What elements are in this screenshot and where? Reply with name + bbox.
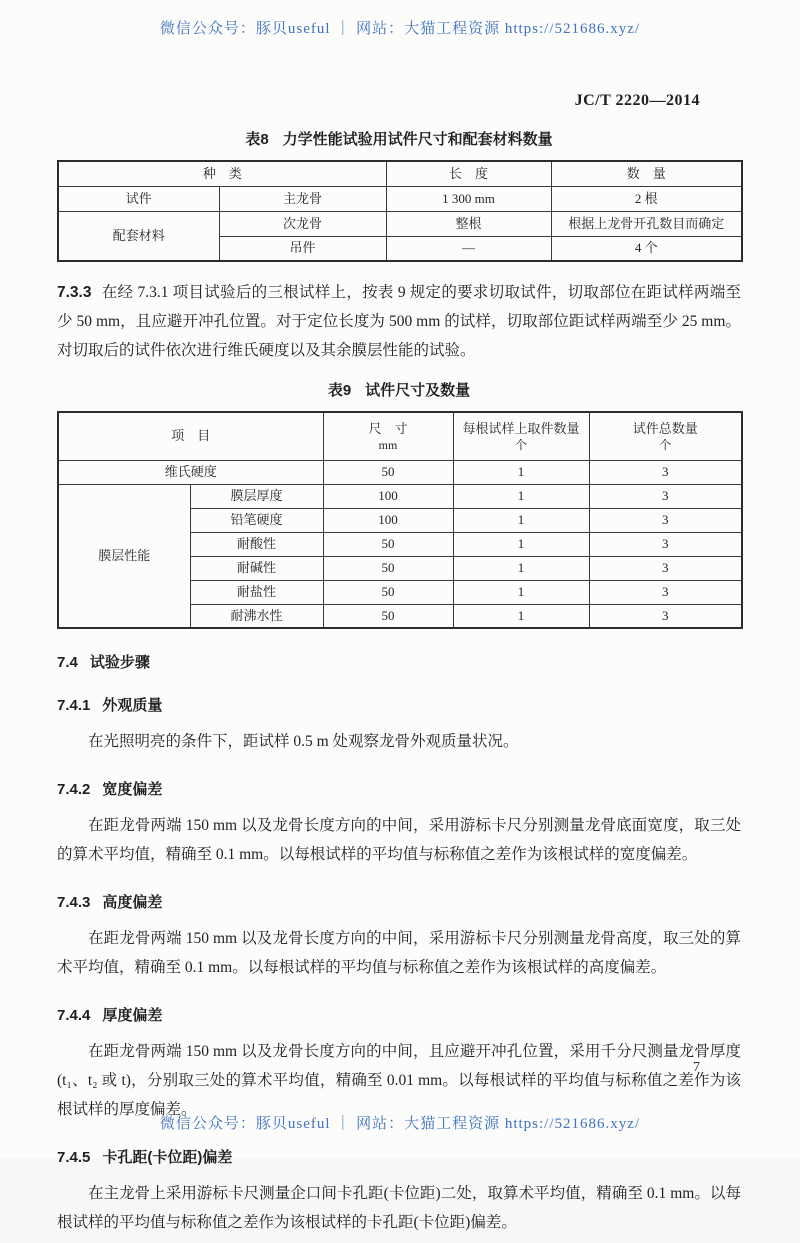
section-title: 宽度偏差 [102,781,163,798]
table9-header-size-unit: mm [378,437,398,452]
table9-cell-per-sample: 1 [453,556,589,580]
section-heading-7-4-5 [57,1146,741,1167]
section-heading-7-4-3 [57,891,741,912]
table9-cell-item: 维氏硬度 [58,460,323,484]
table-row [58,460,742,484]
table9-cell-item: 耐沸水性 [190,604,323,628]
clause-7-3-3 [57,278,741,365]
table9-cell-total: 3 [589,580,742,604]
table9-cell-size: 50 [323,604,453,628]
table9-header-per-sample [453,412,589,460]
standard-number: JC/T 2220—2014 [574,92,700,109]
section-title: 厚度偏差 [102,1007,163,1024]
table9-cell-per-sample: 1 [453,580,589,604]
table8-cell-group: 配套材料 [58,211,219,261]
section-number: 7.4.1 [57,697,91,714]
table9-cell-total: 3 [589,556,742,580]
footer-watermark: 微信公众号：豚贝useful ｜ 网站：大猫工程资源 https://521686.xyz/ [159,1116,641,1132]
section-title: 外观质量 [102,697,163,714]
table9-caption-title: 试件尺寸及数量 [365,382,471,399]
table8-caption [57,128,741,149]
section-title: 试验步骤 [89,654,150,671]
table9-caption-number: 表9 [327,382,352,399]
table9-cell-total: 3 [589,604,742,628]
table9-cell-total: 3 [589,532,742,556]
table9-cell-item: 耐酸性 [190,532,323,556]
table9-cell-item: 耐碱性 [190,556,323,580]
page-number: 7 [693,1060,700,1075]
section-title: 高度偏差 [102,894,163,911]
section-body-7-4-3: 在距龙骨两端 150 mm 以及龙骨长度方向的中间，采用游标卡尺分别测量龙骨高度，取三处的算术平均值，精确至 0.1 mm。以每根试样的平均值与标称值之差作为该根试样的高度偏差。 [57,930,741,976]
section-body-7-4-1: 在光照明亮的条件下，距试样 0.5 m 处观察龙骨外观质量状况。 [88,733,519,750]
table9-cell-item: 耐盐性 [190,580,323,604]
table9-cell-total: 3 [589,460,742,484]
table9-cell-group: 膜层性能 [58,484,190,628]
table9-cell-size: 50 [323,532,453,556]
table8-cell-quantity: 根据上龙骨开孔数目而确定 [551,211,742,236]
table8-cell-item: 吊件 [219,236,386,261]
table8-cell-length: 1 300 mm [386,186,551,211]
table-row [58,484,742,508]
table-row [58,186,742,211]
table9-cell-size: 50 [323,580,453,604]
section-number: 7.4.3 [57,894,91,911]
table8-caption-title: 力学性能试验用试件尺寸和配套材料数量 [282,131,553,148]
table9-header-row [58,412,742,460]
page-content [57,128,741,1243]
table8-cell-item: 次龙骨 [219,211,386,236]
section-number: 7.4.2 [57,781,91,798]
table-row [58,211,742,236]
clause-text: 在经 7.3.1 项目试验后的三根试样上，按表 9 规定的要求切取试件，切取部位在距试样两端至少 50 mm，且应避开冲孔位置。对于定位长度为 500 mm 的试样，切取部位距试样两端至少 25 mm。对切取后的试件依次进行维氏硬度以及其余膜层性能的试验。 [57,284,741,359]
table8-cell-length: 整根 [386,211,551,236]
section-heading-7-4 [57,651,741,672]
table9-cell-per-sample: 1 [453,484,589,508]
table9-cell-total: 3 [589,508,742,532]
table9-cell-per-sample: 1 [453,508,589,532]
clause-number: 7.3.3 [57,284,92,301]
table8-cell-group: 试件 [58,186,219,211]
section-body-7-4-5: 在主龙骨上采用游标卡尺测量企口间卡孔距(卡位距)二处，取算术平均值，精确至 0.1 mm。以每根试样的平均值与标称值之差作为该根试样的卡孔距(卡位距)偏差。 [57,1185,741,1231]
table8-cell-quantity: 4 个 [551,236,742,261]
table9-cell-item: 铅笔硬度 [190,508,323,532]
section-number: 7.4 [57,654,78,671]
table8-cell-quantity: 2 根 [551,186,742,211]
table9-cell-size: 100 [323,484,453,508]
table9-header-size-label: 尺 寸 [368,421,408,437]
table9-header-per-sample-label: 每根试样上取件数量 [462,421,580,437]
table9-cell-size: 100 [323,508,453,532]
table9-header-total-unit: 个 [659,437,672,452]
table9-header-total-label: 试件总数量 [632,421,698,437]
section-heading-7-4-2 [57,778,741,799]
table9-cell-size: 50 [323,460,453,484]
table8-cell-length: — [386,236,551,261]
section-body-7-4-2: 在距龙骨两端 150 mm 以及龙骨长度方向的中间，采用游标卡尺分别测量龙骨底面宽度，取三处的算术平均值，精确至 0.1 mm。以每根试样的平均值与标称值之差作为该根试样的宽度偏差。 [57,817,741,863]
table9-cell-per-sample: 1 [453,604,589,628]
section-heading-7-4-4 [57,1004,741,1025]
header-watermark: 微信公众号：豚贝useful ｜ 网站：大猫工程资源 https://521686.xyz/ [159,21,641,37]
table9-test-piece-quantities [57,411,743,629]
table8-header-kind: 种 类 [58,161,386,186]
table9-cell-total: 3 [589,484,742,508]
table9-cell-size: 50 [323,556,453,580]
table8-header-quantity: 数 量 [551,161,742,186]
table9-header-size [323,412,453,460]
table8-specimen-sizes [57,160,743,262]
section-body-7-4-4: 在距龙骨两端 150 mm 以及龙骨长度方向的中间，且应避开冲孔位置，采用千分尺测量龙骨厚度(t₁、t₂ 或 t)，分别取三处的算术平均值，精确至 0.01 mm。以每根试样的平均值与标称值之差作为该根试样的厚度偏差。 [57,1043,741,1118]
section-title: 卡孔距(卡位距)偏差 [102,1149,233,1166]
section-heading-7-4-1 [57,694,741,715]
table8-header-row [58,161,742,186]
table9-header-total [589,412,742,460]
table9-cell-per-sample: 1 [453,532,589,556]
table8-cell-item: 主龙骨 [219,186,386,211]
table9-caption [57,379,741,400]
table9-header-per-sample-unit: 个 [515,437,528,452]
table8-caption-number: 表8 [245,131,269,148]
table9-cell-per-sample: 1 [453,460,589,484]
table8-header-length: 长 度 [386,161,551,186]
table9-header-item: 项 目 [58,412,323,460]
section-number: 7.4.5 [57,1149,91,1166]
section-number: 7.4.4 [57,1007,91,1024]
table9-cell-item: 膜层厚度 [190,484,323,508]
